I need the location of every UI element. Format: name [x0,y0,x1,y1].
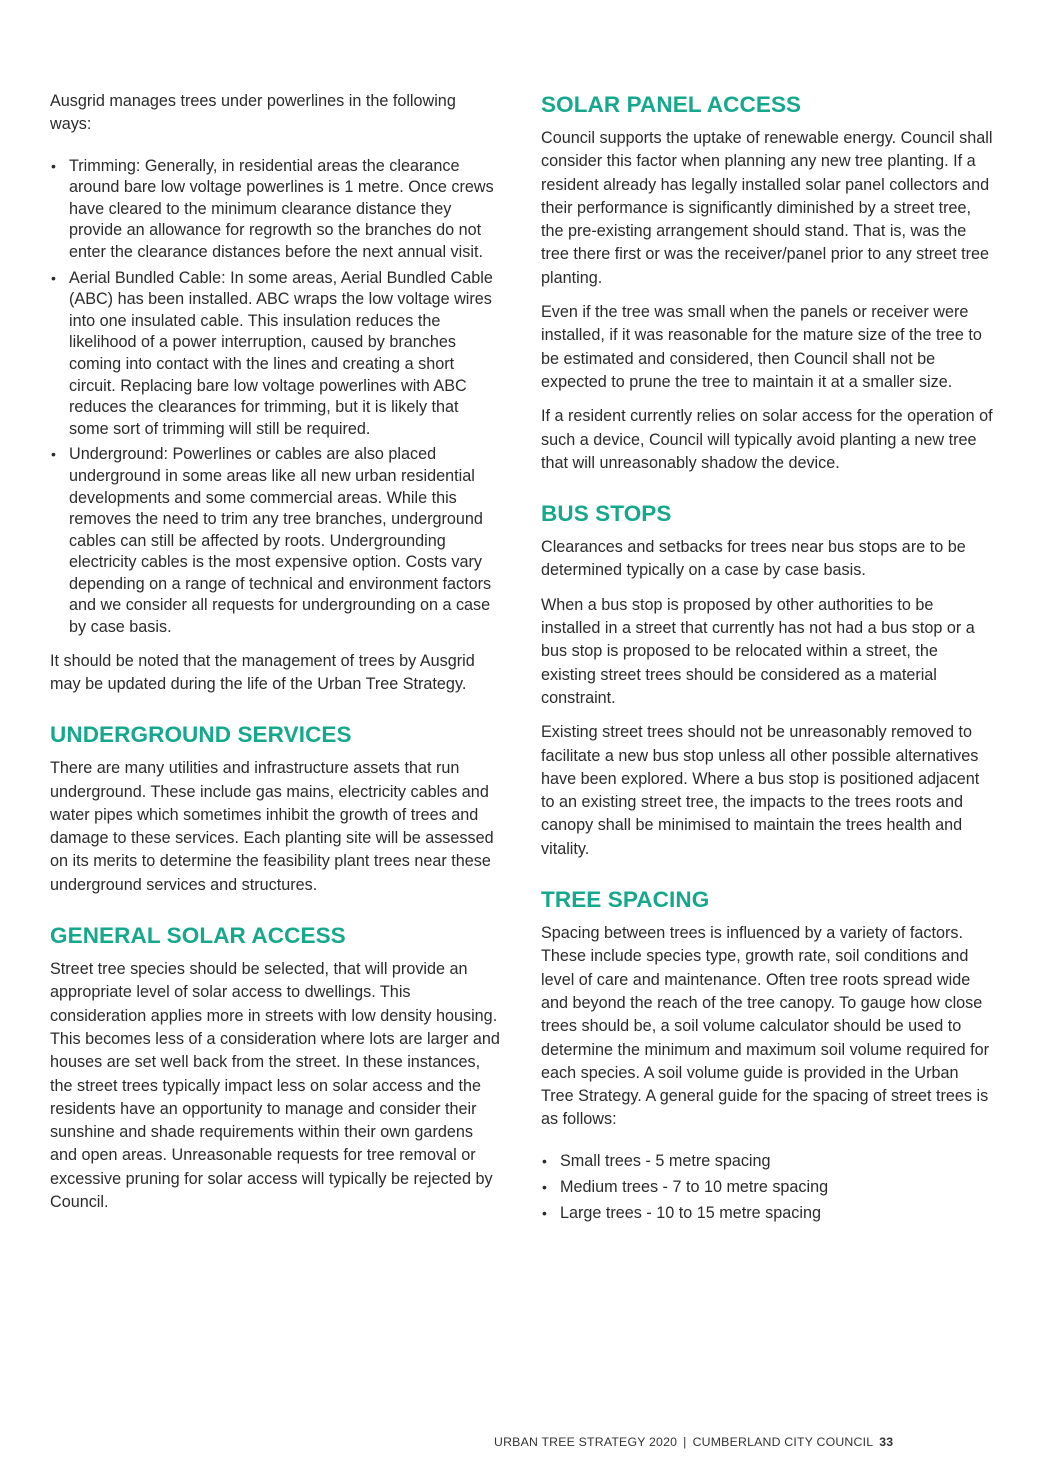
ausgrid-note: It should be noted that the management of trees by Ausgrid may be updated during the life of the Urban Tree Strategy. [50,651,475,693]
bullet-icon: • [542,1178,547,1195]
bullet-icon: • [51,446,56,463]
underground-services-text: There are many utilities and infrastructure assets that run underground. These include gas mains, electricity cables and water pipes which sometimes inhibit the growth of trees and damage to these services. Each planting site will be assessed on its merits to determine the feasibility plant trees near these underground services and structures. [50,759,494,894]
solar-panel-paragraph: If a resident currently relies on solar access for the operation of such a device, Council will typically avoid planting a new tree that will unreasonably shadow the device. [541,407,993,472]
list-item [50,156,500,264]
list-item-text: Underground: Powerlines or cables are also placed underground in some areas like all new urban residential developments and some commercial areas. While this removes the need to trim any tree branches, underground cables can still be affected by roots. Undergrounding electricity cables is the most expensive option. Costs vary depending on a range of technical and environment factors and we consider all requests for undergrounding on a case by case basis. [69,445,492,637]
bullet-icon: • [51,157,56,174]
tree-spacing-text: Spacing between trees is influenced by a variety of factors. These include species type, growth rate, soil conditions and level of care and maintenance. Often tree roots spread wide and beyond the reach of the tree canopy. To gauge how close trees should be, a soil volume calculator should be used to determine the minimum and maximum soil volume required for each species. A soil volume guide is provided in the Urban Tree Strategy. A general guide for the spacing of street trees is as follows: [541,924,990,1129]
ausgrid-intro: Ausgrid manages trees under powerlines in the following ways: [50,92,456,134]
bus-stops-paragraph: When a bus stop is proposed by other authorities to be installed in a street that currently has not had a bus stop or a bus stop is proposed to be relocated within a street, the existing street trees should be considered as a material constraint. [541,595,975,707]
bus-stops-paragraph: Existing street trees should not be unreasonably removed to facilitate a new bus stop unless all other possible alternatives have been explored. Where a bus stop is positioned adjacent to an existing street tree, the impacts to the trees roots and canopy shall be minimised to maintain the trees health and vitality. [541,723,980,858]
page-footer [494,1435,944,1449]
footer-separator: | [683,1435,687,1449]
solar-panel-access-heading: SOLAR PANEL ACCESS [541,92,802,117]
list-item [50,268,500,441]
list-item-text: Trimming: Generally, in residential areas the clearance around bare low voltage powerlines is 1 metre. Once crews have cleared to the minimum clearance distance they provide an allowance for regrowth so the branches do not enter the clearance distances before the next annual visit. [69,156,494,261]
underground-services-heading: UNDERGROUND SERVICES [50,722,352,748]
left-column [50,90,500,1225]
list-item [541,1176,993,1198]
list-item-text: Aerial Bundled Cable: In some areas, Aerial Bundled Cable (ABC) has been installed. ABC wraps the low voltage wires into one insulated cable. This insulation reduces the likelihood of a power interruption, caused by branches coming into contact with the lines and creating a short circuit. Replacing bare low voltage powerlines with ABC reduces the clearances for trimming, but it is likely that some sort of trimming will still be required. [69,268,493,438]
footer-document-title: URBAN TREE STRATEGY 2020 [494,1435,678,1449]
bus-stops-paragraph: Clearances and setbacks for trees near bus stops are to be determined typically on a case by case basis. [541,538,966,580]
bullet-icon: • [542,1152,547,1169]
tree-spacing-heading: TREE SPACING [541,887,710,913]
ausgrid-list [50,156,500,639]
list-item [541,1150,993,1172]
general-solar-access-heading: GENERAL SOLAR ACCESS [50,923,346,949]
bullet-icon: • [542,1204,547,1221]
bus-stops-heading: BUS STOPS [541,501,672,527]
list-item-text: Small trees - 5 metre spacing [560,1151,771,1170]
list-item [50,444,500,638]
solar-panel-paragraph: Even if the tree was small when the panels or receiver were installed, if it was reasonable for the mature size of the tree to be estimated and considered, then Council shall not be expected to prune the tree to maintain it at a smaller size. [541,303,982,391]
tree-spacing-list [541,1150,993,1224]
right-column [541,90,993,1235]
page-number: 33 [879,1435,894,1449]
footer-council-name: CUMBERLAND CITY COUNCIL [692,1435,874,1449]
list-item [541,1202,993,1224]
general-solar-access-text: Street tree species should be selected, that will provide an appropriate level of solar access to dwellings. This consideration applies more in streets with low density housing. This becomes less of a consideration where lots are larger and houses are set well back from the street. In these instances, the street trees typically impact less on solar access and the residents have an opportunity to manage and consider their sunshine and shade requirements within their own gardens and open areas. Unreasonable requests for tree removal or excessive pruning for solar access will typically be rejected by Council. [50,960,500,1211]
list-item-text: Medium trees - 7 to 10 metre spacing [560,1177,829,1196]
list-item-text: Large trees - 10 to 15 metre spacing [560,1203,821,1222]
solar-panel-paragraph: Council supports the uptake of renewable energy. Council shall consider this factor when planning any new tree planting. If a resident already has legally installed solar panel collectors and their performance is significantly diminished by a street tree, the pre-existing arrangement should stand. That is, was the tree there first or was the receiver/panel prior to any street tree planting. [541,129,993,287]
bullet-icon: • [51,269,56,286]
